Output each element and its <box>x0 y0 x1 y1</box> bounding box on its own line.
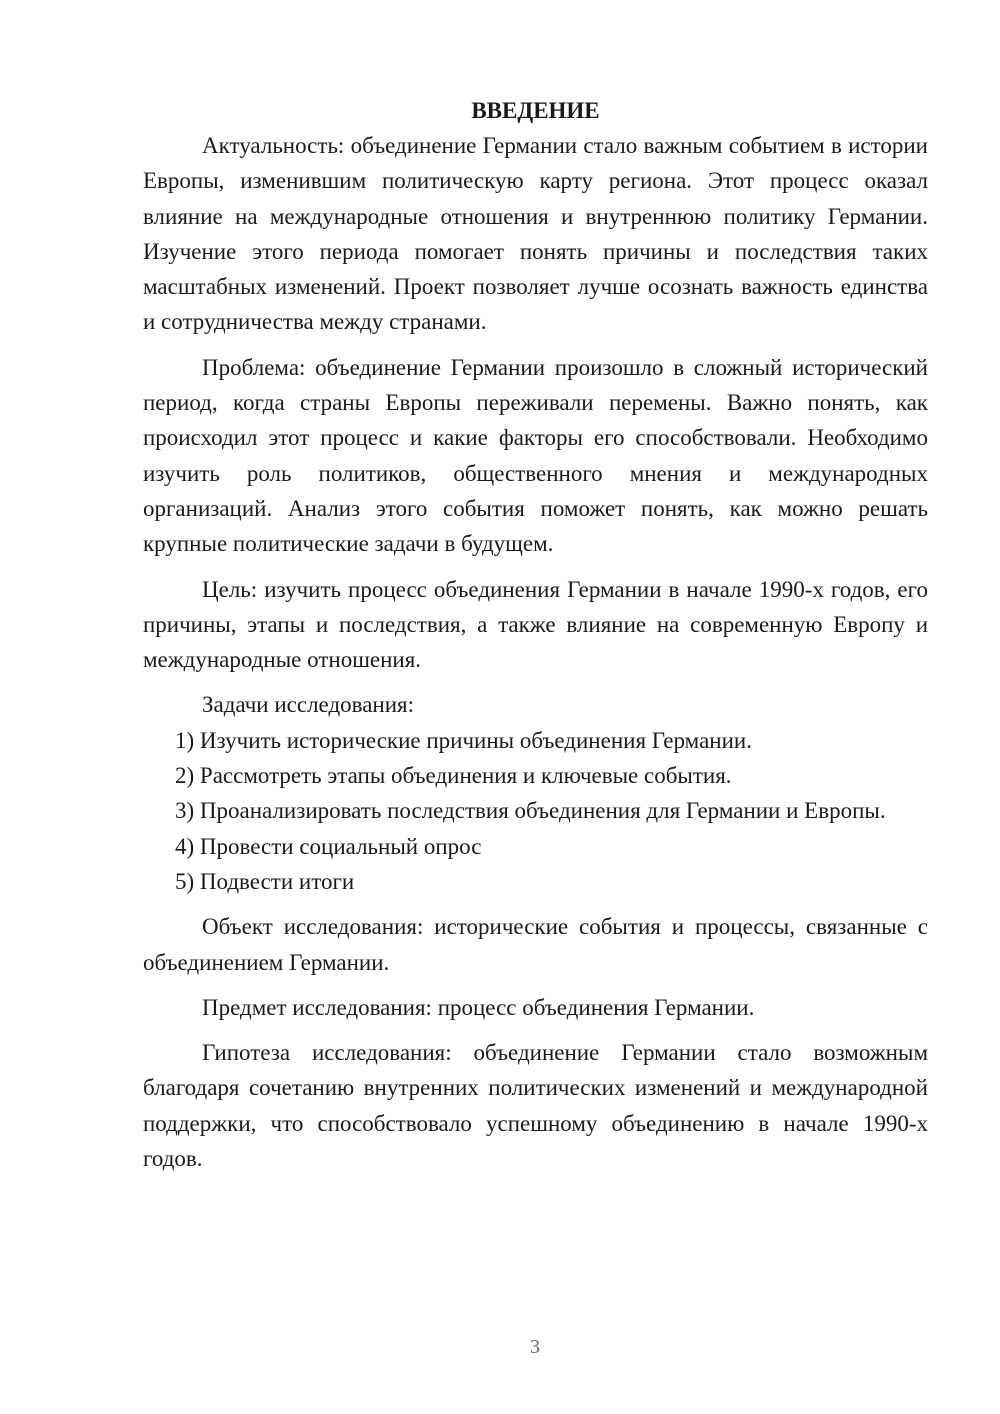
paragraph-subject: Предмет исследования: процесс объединения Германии. <box>202 994 755 1020</box>
tasks-heading: Задачи исследования: <box>202 692 415 718</box>
task-item: 3) Проанализировать последствия объединения для Германии и Европы. <box>175 798 886 824</box>
paragraph-object: Объект исследования: исторические события и процессы, связанные с объединением Германии. <box>143 914 928 975</box>
paragraph-relevance: Актуальность: объединение Германии стало важным событием в истории Европы, изменившим политическую карту региона. Этот процесс оказал влияние на международные отношения и внутреннюю политику Германии. Изучение этого периода помогает понять причины и последствия таких масштабных изменений. Проект позволяет лучше осознать важность единства и сотрудничества между странами. <box>143 133 928 335</box>
page-content <box>143 93 928 1176</box>
page-number: 3 <box>530 1336 540 1358</box>
paragraph-hypothesis: Гипотеза исследования: объединение Германии стало возможным благодаря сочетанию внутренних политических изменений и международной поддержки, что способствовало успешному объединению в начале 1990-х годов. <box>143 1040 928 1172</box>
section-title: ВВЕДЕНИЕ <box>471 98 600 123</box>
task-item: 1) Изучить исторические причины объединения Германии. <box>175 727 752 753</box>
task-item: 5) Подвести итоги <box>175 868 355 894</box>
paragraph-goal: Цель: изучить процесс объединения Германии в начале 1990-х годов, его причины, этапы и последствия, а также влияние на современную Европу и международные отношения. <box>143 576 928 673</box>
task-item: 2) Рассмотреть этапы объединения и ключевые события. <box>175 763 732 789</box>
task-item: 4) Провести социальный опрос <box>175 833 482 859</box>
paragraph-problem: Проблема: объединение Германии произошло в сложный исторический период, когда страны Европы переживали перемены. Важно понять, как происходил этот процесс и какие факторы его способствовали. Необходимо изучить роль политиков, общественного мнения и международных организаций. Анализ этого события поможет понять, как можно решать крупные политические задачи в будущем. <box>143 354 928 557</box>
